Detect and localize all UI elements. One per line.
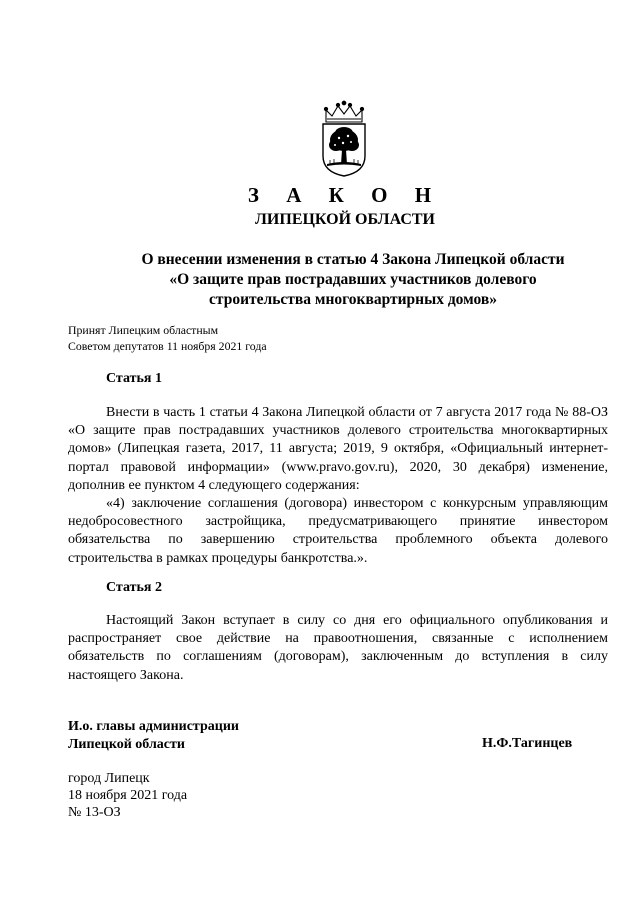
article-1-paragraph-1: Внести в часть 1 статьи 4 Закона Липецкой области от 7 августа 2017 года № 88-ОЗ «О защите прав пострадавших участников долевого строительства многоквартирных домов» (Липецкая газета, 2017, 11 августа; 2019, 9 октября, «Официальный интернет-портал правовой информации» (www.pravo.gov.ru), 2020, 30 декабря) изменение, дополнив ее пунктом 4 следующего содержания: — [68, 405, 608, 493]
article-1-title: Статья 1 — [106, 371, 162, 386]
footer-city: город Липецк — [68, 771, 150, 786]
article-2-paragraph-1: Настоящий Закон вступает в силу со дня его официального опубликования и распространяет свое действие на правоотношения, связанные с исполнением обязательств по соглашениям (договорам), заключенным до вступления в силу настоящего Закона. — [68, 613, 608, 683]
article-2-title: Статья 2 — [106, 580, 162, 595]
law-heading — [70, 250, 636, 310]
signatory-position-line-2: Липецкой области — [68, 737, 185, 752]
coat-of-arms-icon — [318, 100, 370, 178]
heading-line-3: строительства многоквартирных домов» — [209, 291, 497, 308]
law-title: З А К О Н — [247, 183, 443, 207]
heading-line-2: «О защите прав пострадавших участников долевого — [169, 271, 537, 288]
footer-date: 18 ноября 2021 года — [68, 788, 188, 803]
law-subtitle: ЛИПЕЦКОЙ ОБЛАСТИ — [255, 211, 435, 228]
adoption-line-2: Советом депутатов 11 ноября 2021 года — [68, 339, 267, 353]
document-footer — [68, 770, 187, 821]
signatory-position-line-1: И.о. главы администрации — [68, 719, 239, 734]
article-1-paragraph-2: «4) заключение соглашения (договора) инвестором с конкурсным управляющим недобросовестного застройщика, предусматривающего принятие инвестором обязательства по завершению строительства проблемного объекта долевого строительства в рамках процедуры банкротства.». — [68, 496, 608, 566]
signatory-position — [68, 718, 239, 754]
adoption-line-1: Принят Липецким областным — [68, 323, 219, 337]
heading-line-1: О внесении изменения в статью 4 Закона Липецкой области — [141, 251, 565, 268]
footer-number: № 13-ОЗ — [68, 805, 121, 820]
signatory-name: Н.Ф.Тагинцев — [482, 736, 573, 751]
adoption-note — [68, 322, 267, 354]
